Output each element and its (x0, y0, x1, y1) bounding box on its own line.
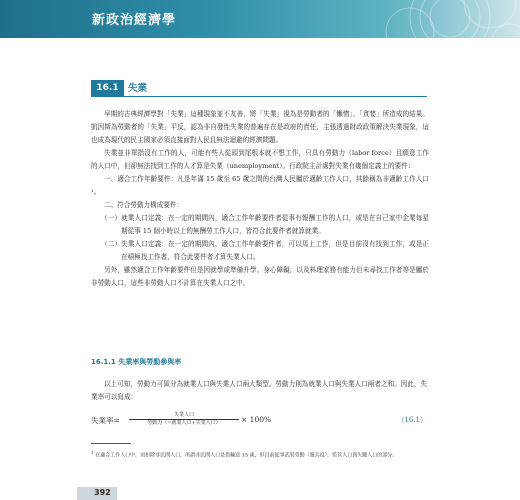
footnote (91, 448, 429, 461)
paragraph: 早期的古典經濟學對「失業」這種現象並不友善，將「失業」視為是勞動者的「懶惰」、「貪婪」所造成的結果。凱因斯為勞動者的「失業」平反，認為非自發性失業的普遍存在是政府的責任，主張透過財政政策解決失業現象，這也成為現代的民主國家必須直接面對人民且無法迴避的經濟問題。 (91, 110, 429, 144)
formula-numerator: 失業人口 (129, 412, 239, 420)
paragraph: 另外，雖然適合工作年齡要件但是因就學或準備升學、身心障礙，以及料理家務有能力但未尋找工作者等是屬於非勞動人口，這些非勞動人口不計算在失業人口之中。 (91, 266, 429, 287)
footnote-marker: 1 (91, 450, 94, 455)
decorative-pattern (300, 0, 520, 38)
formula-lhs: 失業率= (91, 416, 120, 425)
section-body (91, 108, 429, 290)
paragraph: 失業並非單指沒有工作的人，可能有些人從頭到尾根本就不想工作，只具有勞動力（labor force）且願意工作的人口中，但卻無法找到工作的人才算是失業（unemployment）。行政院主計處對失業有幾個定義上的要件： (91, 149, 429, 170)
book-title: 新政治經濟學 (92, 13, 177, 28)
paragraph: 以上可知，勞動力可區分為就業人口與失業人口兩大類型。勞動力則為就業人口與失業人口兩者之和。因此，失業率可以寫成： (91, 380, 428, 401)
subsection-body (91, 378, 429, 404)
paragraph: 二、符合勞動力構成要件： (104, 201, 184, 209)
equation-number: （16.1） (397, 416, 427, 424)
section-heading (91, 80, 427, 97)
page-header-banner (0, 0, 520, 38)
subsection-number: 16.1.1 (91, 358, 116, 366)
paragraph: 一、適合工作年齡要件：凡是年滿 15 歲至 65 歲之間的台灣人民屬於適齡工作人口，其餘稱為非適齡工作人口¹。 (91, 175, 429, 196)
subsection-title: 失業率與勞動參與率 (118, 358, 182, 366)
subsection-heading (91, 357, 181, 367)
formula-denominator: 勞動力（=就業人口+失業人口） (147, 420, 221, 426)
list-item: （一）就業人口定義：在一定的期間內，適合工作年齡要件者從事有報酬工作的人口，或是在自己家中企業每星期從事 15 個小時以上的無酬勞工作人口，皆符合此要件者就算就業。 (101, 214, 429, 235)
section-title: 失業 (128, 83, 148, 94)
list-item: （二）失業人口定義：在一定的期間內，適合工作年齡要件者，可以馬上工作，但是目前沒有找到工作，或是正在積極找工作者，符合此要件者才算失業人口。 (101, 240, 429, 261)
formula-multiplier: × 100% (241, 415, 272, 424)
footnote-rule (91, 443, 131, 444)
section-rule (91, 96, 427, 97)
formula-fraction (129, 412, 239, 427)
section-number: 16.1 (91, 80, 124, 97)
page-number: 392 (94, 488, 111, 497)
footnote-text: 在適合工作人口中，須扣除非民間人口，所謂非民間人口是指輸送 15 歲，但目前從事武裝勞動（服兵役），監管人口與失蹤人口的部分。 (95, 452, 398, 459)
formula (91, 412, 429, 430)
